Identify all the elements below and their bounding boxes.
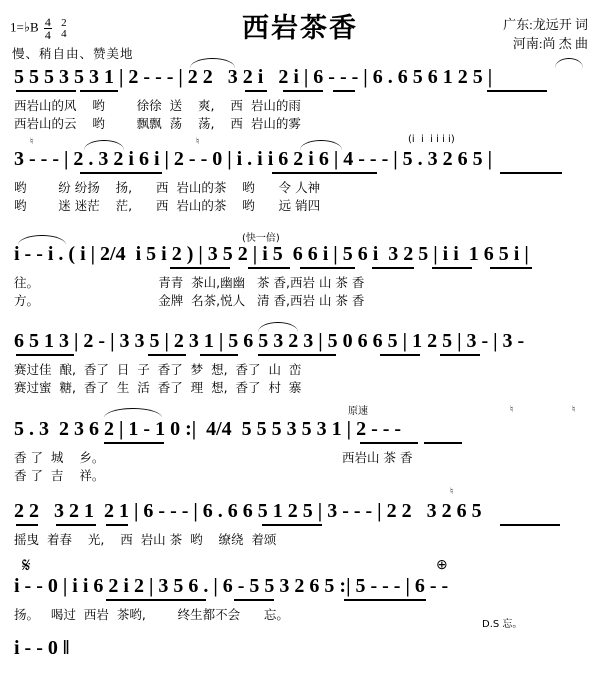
system-3-notes: i - - i . ( i | 2/4 i 5 i 2 ) | 3 5 2 | i 5 6 6 i | 5 6 i 3 2 5 | i i 1 6 5 i |	[14, 243, 529, 265]
beam	[258, 354, 336, 356]
beam	[262, 524, 322, 526]
beam	[16, 524, 38, 526]
beam	[170, 267, 230, 269]
beam	[106, 524, 128, 526]
beam	[380, 354, 420, 356]
system-6-lyrics-verse1: 摇曳 着春 光, 西 岩山 茶 哟 缭绕 着颂	[14, 532, 277, 547]
coda-icon: ⊕	[436, 558, 448, 573]
beam	[440, 354, 480, 356]
beam	[245, 90, 267, 92]
system-3-tempo-mark: (快一倍)	[242, 233, 280, 244]
system-4-lyrics-verse2: 赛过蜜 糖, 香了 生 活 香了 理 想, 香了 村 寨	[14, 380, 302, 395]
time-signature-secondary: 2 4	[61, 16, 67, 40]
beam	[106, 599, 206, 601]
beam	[344, 599, 426, 601]
system-5-lyrics-verse1: 香 了 城 乡。	[14, 450, 105, 465]
beam	[300, 267, 355, 269]
system-7-dal-segno: D.S 忘。	[482, 619, 523, 630]
beam	[372, 267, 414, 269]
system-1-lyrics-verse2: 西岩山的云 哟 飘飘 荡 荡, 西 岩山的雾	[14, 116, 301, 131]
beam	[56, 524, 96, 526]
beam	[272, 172, 377, 174]
beam	[490, 267, 532, 269]
beam	[333, 90, 355, 92]
slur	[300, 140, 342, 150]
beam	[16, 354, 74, 356]
beam	[487, 90, 547, 92]
tempo-marking: 慢、稍自由、赞美地	[12, 47, 134, 61]
accidental-mark: ♮	[450, 486, 454, 496]
system-1-lyrics-verse1: 西岩山的风 哟 徐徐 送 爽, 西 岩山的雨	[14, 98, 301, 113]
slur	[104, 408, 162, 418]
system-2-annotation: (i i i i i i)	[408, 134, 455, 145]
system-8-notes: i - - 0 ‖	[14, 637, 70, 659]
time-signature-primary: $\frac{4}{4}$	[44, 15, 51, 42]
credit-composer: 河南:尚 杰 曲	[512, 35, 588, 51]
system-4-notes: 6 5 1 3 | 2 - | 3 3 5 | 2 3 1 | 5 6 5 3 2 3 | 5 0 6 6 5 | 1 2 5 | 3 - | 3 -	[14, 330, 525, 352]
ornament-mark: ♮	[30, 136, 34, 146]
system-5-lyrics-verse2: 香 了 吉 祥。	[14, 468, 105, 483]
slur	[190, 58, 235, 68]
beam	[432, 267, 472, 269]
beam	[500, 524, 560, 526]
page-title: 西岩茶香	[242, 13, 358, 44]
system-2-notes: 3 - - - | 2 . 3 2 i 6 i | 2 - - 0 | i . i i 6 2 i 6 | 4 - - - | 5 . 3 2 6 5 |	[14, 148, 493, 170]
key-signature	[10, 16, 67, 41]
system-3-lyrics-verse2: 方。 金牌 名茶,悦人 清 香,西岩 山 茶 香	[14, 293, 365, 308]
system-7-lyrics-verse1: 扬。 喝过 西岩 茶哟, 终生都不会 忘。	[14, 607, 289, 622]
system-6-notes: 2 2 3 2 1 2 1 | 6 - - - | 6 . 6 6 5 1 2 5 | 3 - - - | 2 2 3 2 6 5	[14, 500, 482, 522]
key-signature-text: 1=♭B	[10, 19, 39, 35]
system-3-lyrics-verse1: 往。 青青 茶山,幽幽 茶 香,西岩 山 茶 香	[14, 275, 365, 290]
system-4-lyrics-verse1: 赛过佳 酿, 香了 日 子 香了 梦 想, 香了 山 峦	[14, 362, 302, 377]
credits	[503, 16, 588, 54]
system-2-lyrics-verse1: 哟 纷 纷扬 扬, 西 岩山的茶 哟 令 人神	[14, 180, 321, 195]
slur	[555, 58, 583, 68]
beam	[248, 267, 290, 269]
system-7-notes: i - - 0 | i i 6 2 i 2 | 3 5 6 . | 6 - 5 5 3 2 6 5 :| 5 - - - | 6 - -	[14, 575, 449, 597]
system-5-lyrics-refrain: 西岩山 茶 香	[342, 450, 413, 465]
accidental-mark: ♮	[510, 404, 514, 414]
beam	[283, 90, 323, 92]
beam	[234, 599, 274, 601]
system-5-notes: 5 . 3 2 3 6 2 | 1 - 1 0 :| 4/4 5 5 5 3 5 3 1 | 2 - - -	[14, 418, 402, 440]
beam	[500, 172, 562, 174]
beam	[424, 442, 462, 444]
credit-lyricist: 广东:龙远开 词	[503, 17, 588, 32]
beam	[200, 354, 238, 356]
slur	[84, 140, 124, 150]
beam	[104, 442, 164, 444]
system-2-lyrics-verse2: 哟 迷 迷茫 茫, 西 岩山的茶 哟 远 销四	[14, 198, 321, 213]
accidental-mark: ♮	[196, 136, 200, 146]
accidental-mark: ♮	[572, 404, 576, 414]
slur	[18, 235, 66, 245]
system-1-notes: 5 5 5 3 5 3 1 | 2 - - - | 2 2 3 2 i 2 i | 6 - - - | 6 . 6 5 6 1 2 5 |	[14, 66, 493, 88]
beam	[80, 172, 162, 174]
beam	[16, 90, 76, 92]
beam	[360, 442, 418, 444]
beam	[148, 354, 186, 356]
segno-icon: 𝄋	[22, 553, 31, 577]
slur	[258, 322, 298, 332]
system-5-annotation: 原速	[348, 406, 368, 417]
beam	[80, 90, 118, 92]
